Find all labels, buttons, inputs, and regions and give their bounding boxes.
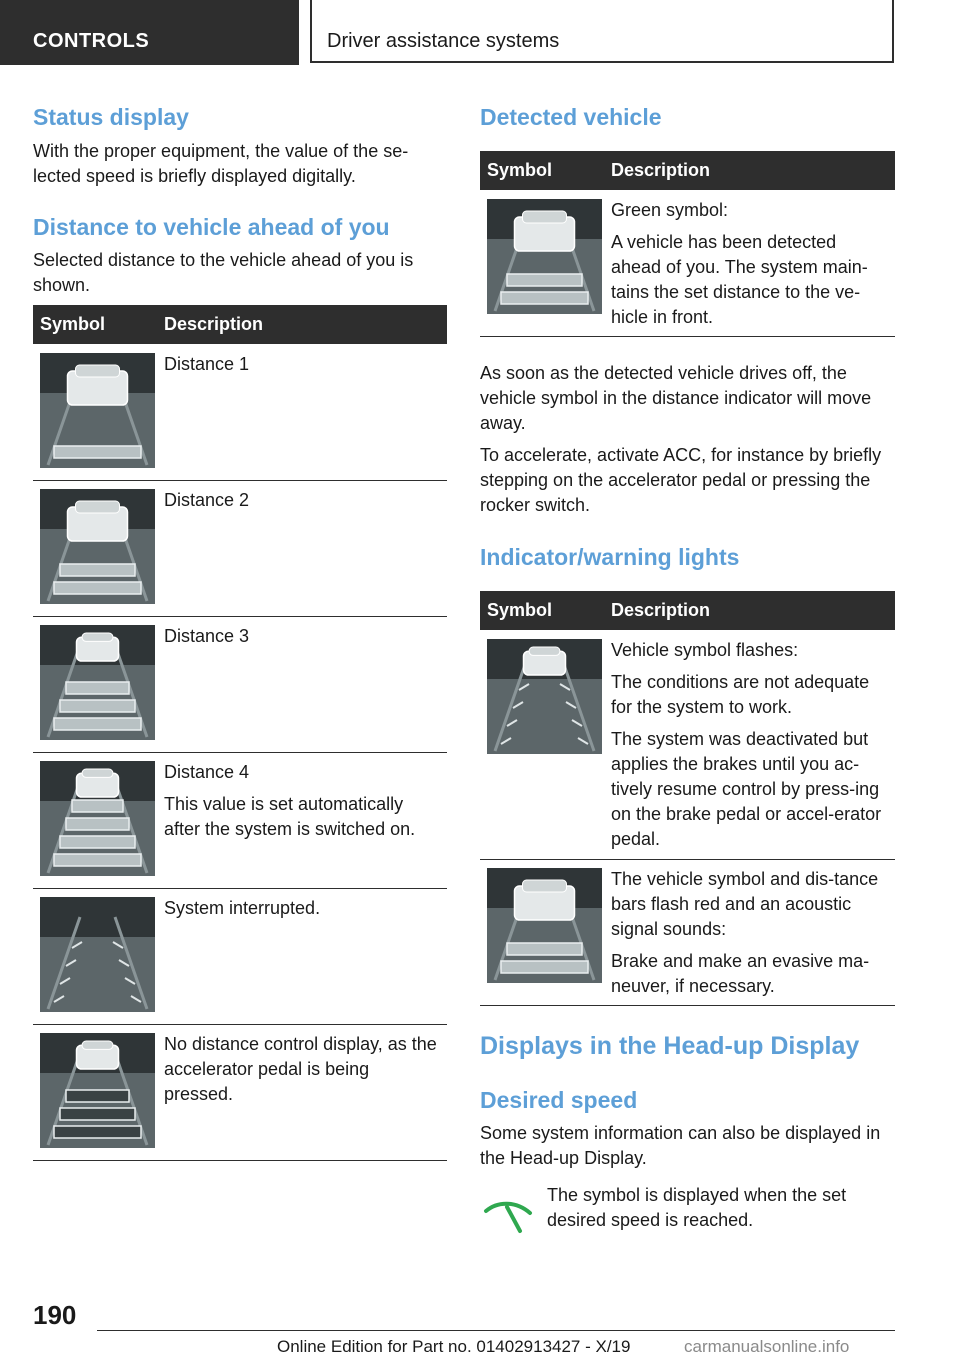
indicator-table-description-line: Vehicle symbol flashes: — [611, 640, 799, 660]
page-number: 190 — [33, 1300, 77, 1330]
indicator-table-description-line: The conditions are not adequate for the system to work. — [611, 672, 870, 717]
distance-table-description-line: Distance 2 — [164, 490, 250, 510]
distance-table-row — [33, 888, 447, 1025]
distance-table-description — [164, 896, 441, 928]
drive-off-paragraph: As soon as the detected vehicle drives off, the vehicle symbol in the distance indicator will move away. — [480, 363, 872, 433]
indicator-table-description — [611, 867, 889, 1006]
indicator-table-description-line: Brake and make an evasive ma-neuver, if necessary. — [611, 951, 870, 996]
indicator-table-row — [480, 630, 895, 860]
distance-table-description — [164, 352, 441, 384]
distance-table-description-line: This value is set automatically after the system is switched on. — [164, 794, 416, 839]
distance-table-header — [33, 305, 447, 344]
no-distance-control-icon — [40, 1033, 155, 1148]
distance-table-description — [164, 624, 441, 656]
distance-table-description-line: System interrupted. — [164, 898, 321, 918]
description-column-header: Description — [611, 160, 711, 180]
distance-1-icon — [40, 353, 155, 468]
distance-line-1: Selected distance to the vehicle ahead of you is — [33, 250, 414, 270]
distance-table-description — [164, 488, 441, 520]
vehicle-flashing-icon — [487, 639, 602, 754]
hud-heading: Displays in the Head-up Display — [480, 1032, 860, 1060]
distance-table-description-line: Distance 3 — [164, 626, 250, 646]
section-tab — [0, 0, 299, 65]
distance-table-row — [33, 616, 447, 753]
distance-table-description-line: Distance 4 — [164, 762, 250, 782]
status-display-heading: Status display — [33, 104, 189, 130]
distance-table-row — [33, 344, 447, 481]
distance-table-description-line: Distance 1 — [164, 354, 250, 374]
detected-table-row — [480, 190, 895, 337]
chapter-tab — [310, 0, 894, 63]
indicator-table-header — [480, 591, 895, 630]
edition-text: Online Edition for Part no. 01402913427 - X/19 — [277, 1337, 631, 1356]
status-display-text — [33, 139, 447, 189]
description-column-header: Description — [164, 314, 264, 334]
indicator-table-description-line: The system was deactivated but applies the brakes until you ac-tively resume control by press-ing on the brake pedal or accel-erator pedal. — [611, 729, 882, 849]
indicator-heading: Indicator/warning lights — [480, 544, 740, 570]
status-display-line-2: lected speed is briefly displayed digitally. — [33, 166, 356, 186]
symbol-column-header: Symbol — [487, 600, 553, 620]
distance-3-icon — [40, 625, 155, 740]
section-title: CONTROLS — [33, 30, 150, 52]
red-warning-icon — [487, 868, 602, 983]
hud-paragraph: Some system information can also be displayed in the Head-up Display. — [480, 1123, 881, 1168]
distance-table-row — [33, 1024, 447, 1161]
distance-line-2: shown. — [33, 275, 91, 295]
detected-table-description-line: A vehicle has been detected ahead of you. The system main-tains the set distance to the ve-hicle in front. — [611, 232, 868, 327]
description-column-header: Description — [611, 600, 711, 620]
distance-table-row — [33, 480, 447, 617]
desired-speed-heading: Desired speed — [480, 1087, 638, 1113]
detected-vehicle-heading: Detected vehicle — [480, 104, 662, 130]
indicator-table-description — [611, 638, 889, 859]
detected-table-description-line: Green symbol: — [611, 200, 729, 220]
accelerate-paragraph: To accelerate, activate ACC, for instance by briefly stepping on the accelerator pedal or pressing the rocker switch. — [480, 445, 882, 515]
indicator-table-description-line: The vehicle symbol and dis-tance bars flash red and an acoustic signal sounds: — [611, 869, 879, 939]
indicator-table-row — [480, 859, 895, 1006]
watermark-text: carmanualsonline.info — [684, 1337, 850, 1356]
detected-vehicle-icon — [487, 199, 602, 314]
detected-table-header — [480, 151, 895, 190]
desired-speed-text: The symbol is displayed when the set desired speed is reached. — [547, 1185, 847, 1230]
chapter-title: Driver assistance systems — [327, 30, 560, 52]
distance-table-description — [164, 1032, 441, 1114]
status-display-line-1: With the proper equipment, the value of the se- — [33, 141, 409, 161]
detected-table-description — [611, 198, 889, 337]
system-interrupted-icon — [40, 897, 155, 1012]
distance-heading: Distance to vehicle ahead of you — [33, 214, 390, 240]
distance-table-description — [164, 760, 441, 849]
footer-rule — [97, 1330, 895, 1331]
symbol-column-header: Symbol — [40, 314, 106, 334]
symbol-column-header: Symbol — [487, 160, 553, 180]
distance-table-row — [33, 752, 447, 889]
distance-table-description-line: No distance control display, as the accelerator pedal is being pressed. — [164, 1034, 437, 1104]
distance-2-icon — [40, 489, 155, 604]
distance-4-icon — [40, 761, 155, 876]
desired-speed-icon — [480, 1193, 536, 1239]
distance-text — [33, 248, 447, 298]
